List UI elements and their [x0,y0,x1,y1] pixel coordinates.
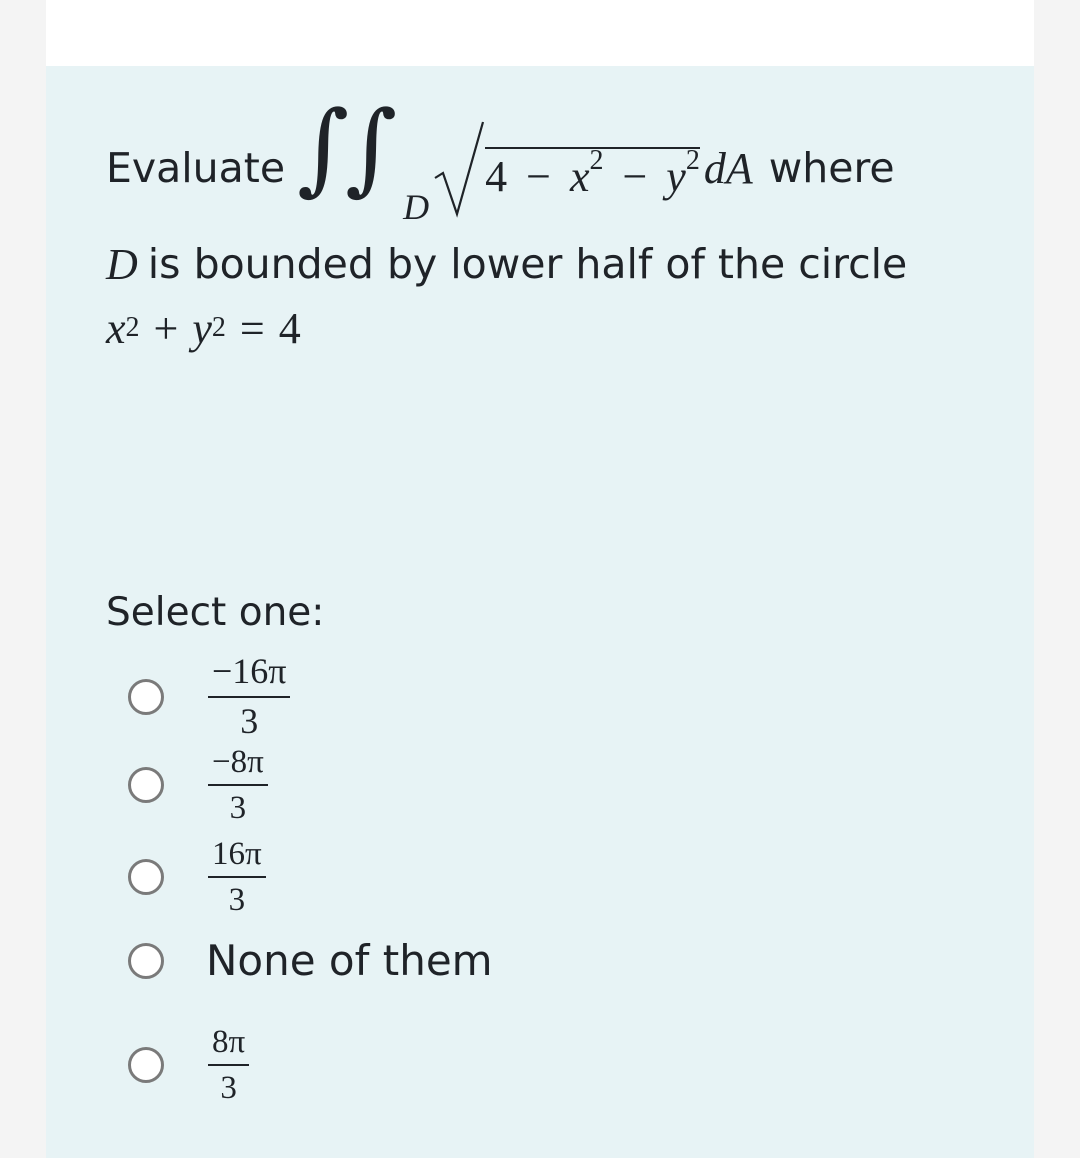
radio-button[interactable] [128,859,164,895]
integral-sign-1: ∫ [297,89,350,206]
eq-y-exponent: 2 [211,312,226,343]
option-fraction [208,836,266,919]
option-fraction [208,744,268,827]
region-variable: D [106,239,138,289]
double-integral [297,89,447,238]
eq-x-exponent: 2 [125,312,140,343]
select-one-label: Select one: [106,590,325,635]
circle-equation [106,298,301,358]
fraction-denominator: 3 [228,882,246,919]
radio-button[interactable] [128,943,164,979]
eq-plus: + [153,303,179,353]
integral-domain: D [403,187,430,227]
radicand [485,135,700,202]
x-variable: x [569,151,590,201]
fraction-denominator: 3 [229,790,247,827]
eq-y: y [192,303,212,353]
x-exponent: 2 [589,144,604,176]
square-root [433,113,753,223]
option-fraction [208,1024,249,1107]
y-variable: y [666,151,686,201]
option-fraction [208,652,290,741]
option-2[interactable] [128,744,268,827]
differential: dA [703,143,753,193]
y-exponent: 2 [685,144,700,176]
where-word: where [768,144,895,192]
fraction-numerator: −16π [208,652,290,698]
option-5[interactable] [128,1024,249,1107]
question-line-2 [106,236,907,292]
eq-rhs: 4 [278,303,301,353]
radio-button[interactable] [128,679,164,715]
fraction-numerator: −8π [208,744,268,786]
option-text: None of them [206,936,493,985]
eq-equals: = [239,303,265,353]
top-white-bar [46,0,1034,66]
fraction-denominator: 3 [240,700,259,741]
minus-sign-1: − [526,151,551,201]
radio-button[interactable] [128,767,164,803]
minus-sign-2: − [622,151,648,201]
option-1[interactable] [128,652,290,741]
option-3[interactable] [128,836,266,919]
eq-x: x [106,303,126,353]
region-description: is bounded by lower half of the circle [147,240,908,288]
question-line-1 [106,89,895,238]
radical-sign [433,118,485,218]
radicand-constant: 4 [485,151,508,201]
fraction-numerator: 8π [208,1024,249,1066]
option-4[interactable] [128,936,493,985]
radio-button[interactable] [128,1047,164,1083]
fraction-denominator: 3 [220,1070,237,1107]
fraction-numerator: 16π [208,836,266,878]
integral-sign-2: ∫ [345,89,398,206]
evaluate-word: Evaluate [106,144,286,192]
